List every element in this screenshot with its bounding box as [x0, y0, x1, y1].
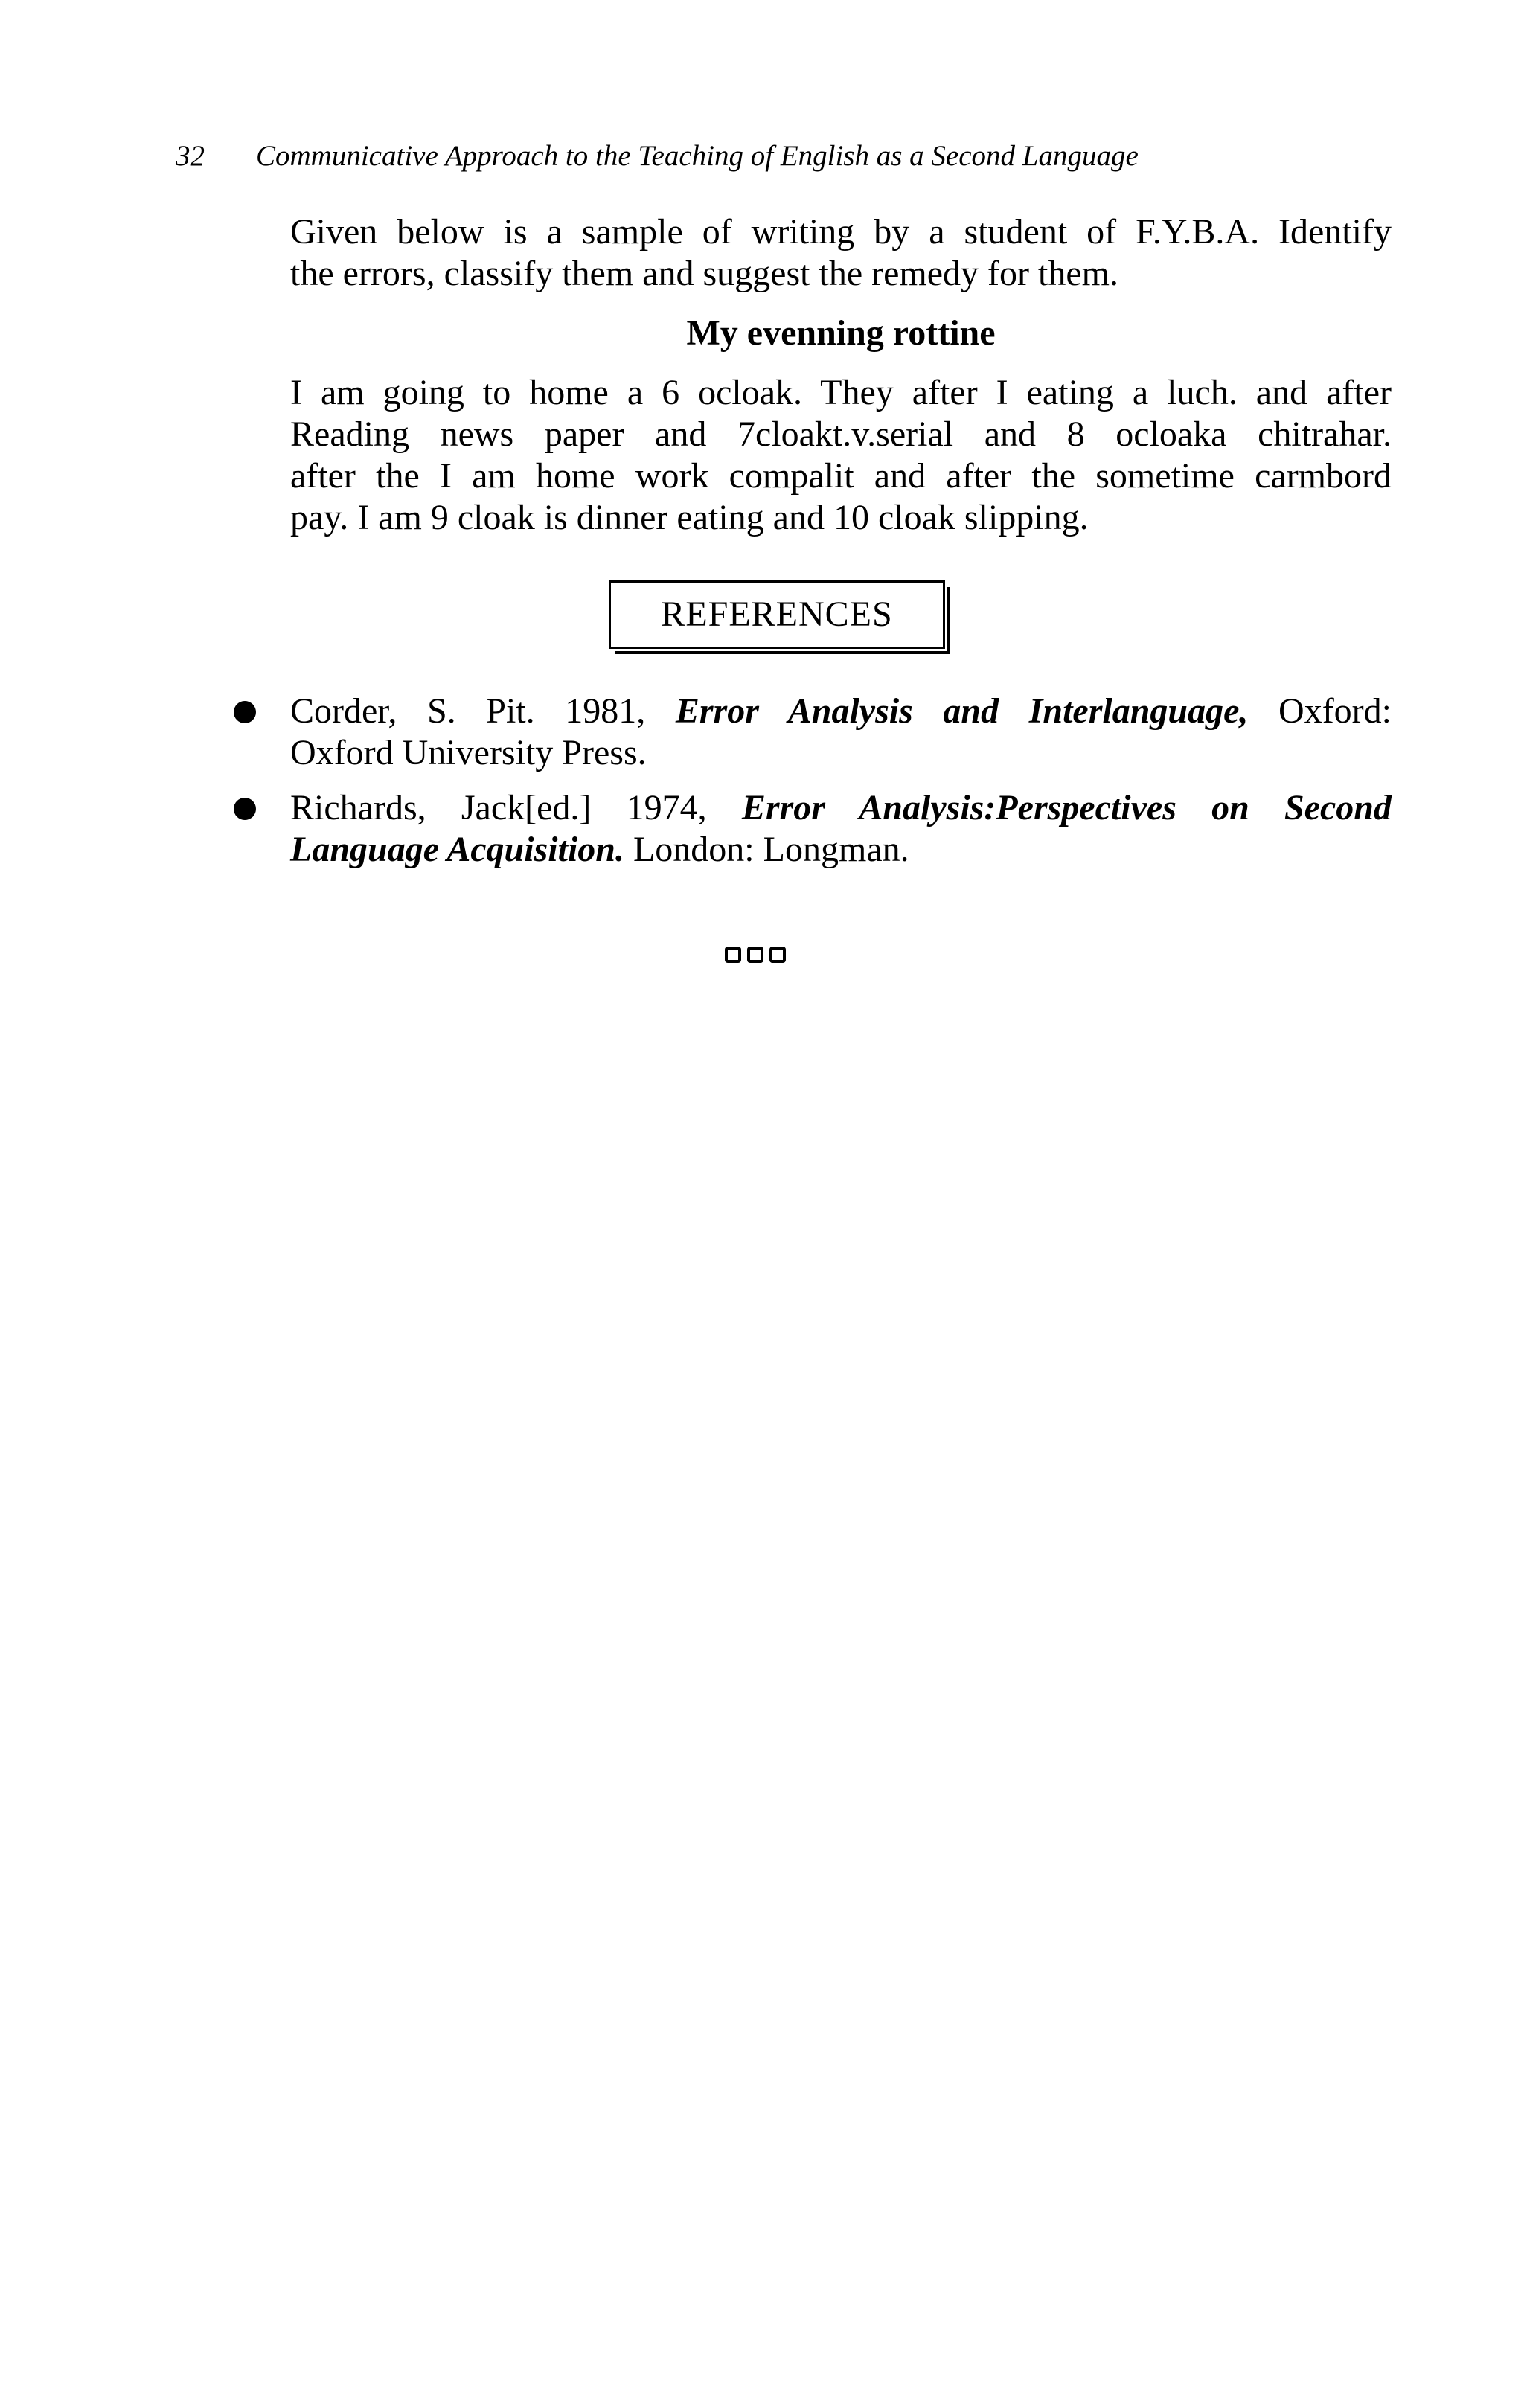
reference-title: Error Analysis and Interlanguage,: [675, 691, 1249, 731]
bullet-icon: [234, 701, 256, 723]
hollow-square-icon: [747, 947, 763, 963]
reference-title: Error Analysis:Perspectives on Second: [741, 788, 1392, 827]
book-title: Communicative Approach to the Teaching of English as a Second Language: [256, 140, 1139, 172]
essay-body: [290, 372, 1392, 539]
bullet-icon: [234, 798, 256, 820]
reference-item: [290, 787, 1392, 871]
hollow-square-icon: [769, 947, 786, 963]
reference-line: Oxford University Press.: [290, 733, 647, 772]
reference-publisher: London: Longman.: [624, 830, 909, 869]
reference-item: [290, 691, 1392, 774]
essay-line: Reading news paper and 7cloakt.v.serial and 8 ocloaka chitrahar.: [290, 414, 1392, 454]
essay-line: pay. I am 9 cloak is dinner eating and 10 cloak slipping.: [290, 498, 1089, 537]
reference-line: [290, 691, 1392, 732]
intro-paragraph: [290, 211, 1392, 295]
reference-line: [290, 787, 1392, 829]
essay-line: I am going to home a 6 ocloak. They after I eating a luch. and after: [290, 373, 1392, 412]
end-of-chapter-icon: [725, 947, 786, 963]
reference-place: Oxford:: [1248, 691, 1392, 731]
essay-line: after the I am home work compalit and after the sometime carmbord: [290, 456, 1392, 496]
page-number: 32: [176, 140, 205, 172]
essay-title: My evenning rottine: [686, 313, 996, 353]
intro-line: Given below is a sample of writing by a student of F.Y.B.A. Identify: [290, 212, 1392, 252]
reference-title-continued: Language Acquisition.: [290, 830, 624, 869]
reference-authors: Corder, S. Pit. 1981,: [290, 691, 676, 731]
running-header: [176, 137, 1366, 176]
intro-line: the errors, classify them and suggest the remedy for them.: [290, 254, 1118, 293]
reference-authors: Richards, Jack[ed.] 1974,: [290, 788, 742, 827]
references-heading: REFERENCES: [609, 580, 945, 649]
reference-line: [290, 829, 1392, 871]
hollow-square-icon: [725, 947, 741, 963]
